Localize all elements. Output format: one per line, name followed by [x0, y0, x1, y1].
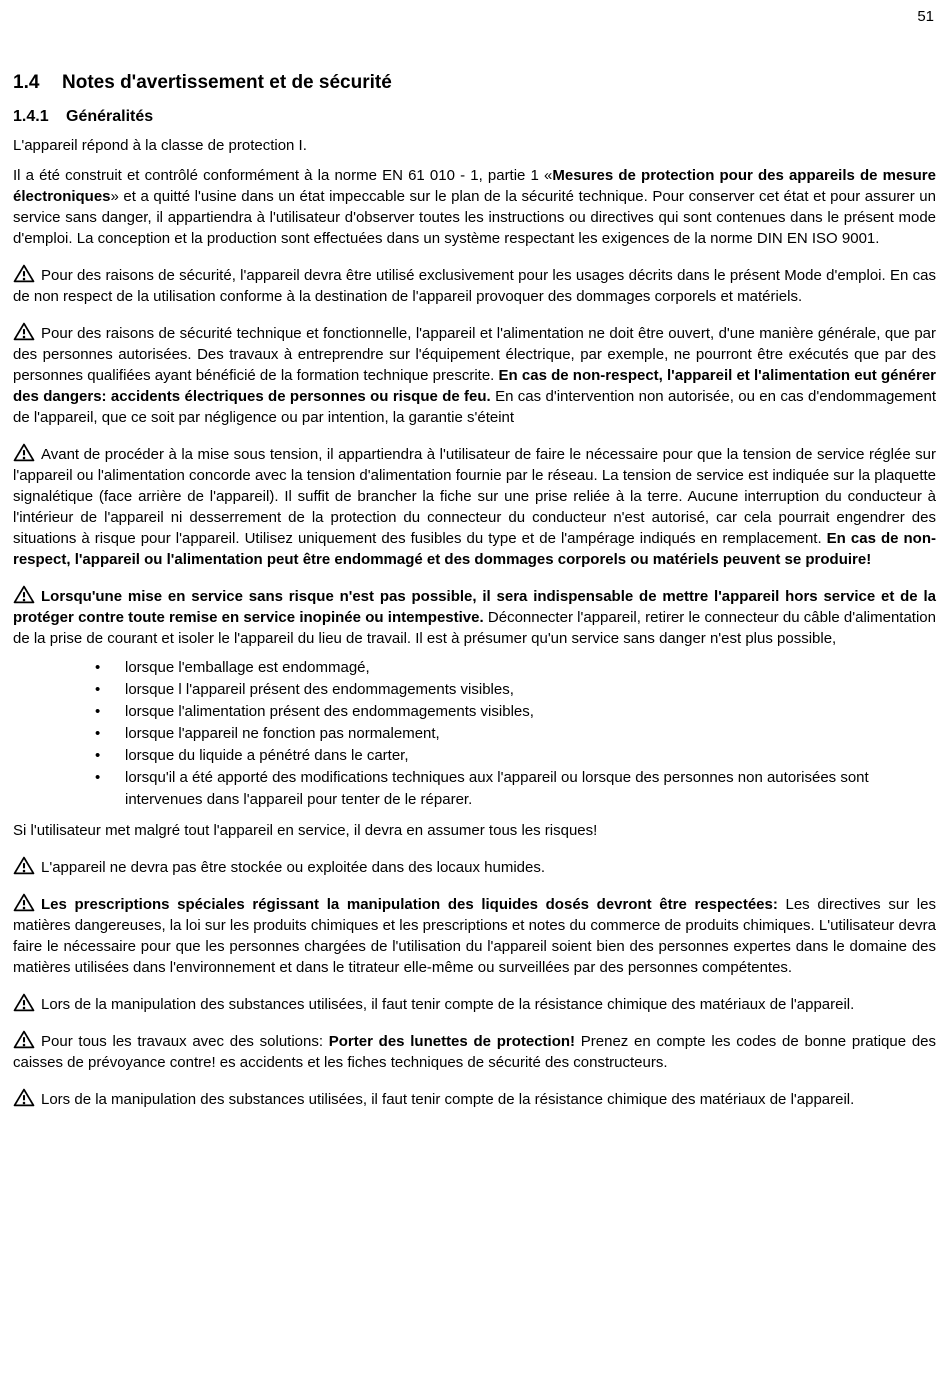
text-segment-bold: En cas de non-respect, l'appareil ou l'alimentation peut être endommagé et des dommages corporels ou matériels peuvent se produire! — [13, 530, 937, 568]
list-item: • lorsque l'appareil ne fonction pas normalement, — [13, 723, 936, 745]
warning-icon — [13, 993, 35, 1012]
warning-icon — [13, 264, 35, 283]
warning-paragraph-chemical-resistance-2 — [13, 1088, 936, 1110]
page-number: 51 — [917, 8, 934, 25]
text-segment-bold: Les prescriptions spéciales régissant la manipulation des liquides dosés devront être respectées: — [41, 896, 778, 913]
text-segment-bold: Porter des lunettes de protection! — [328, 1033, 576, 1050]
paragraph-protection-class: L'appareil répond à la classe de protection I. — [13, 137, 307, 154]
text-segment-bold: Mesures de protection pour des appareils de mesure électroniques — [13, 167, 936, 205]
warning-paragraph-humidity — [13, 856, 936, 878]
text-segment: Pour tous les travaux avec des solutions: — [41, 1033, 329, 1050]
list-item: • lorsque du liquide a pénétré dans le carter, — [13, 745, 936, 767]
text-segment: Pour des raisons de sécurité, l'appareil devra être utilisé exclusivement pour les usages décrits dans le présent Mode d'emploi. En cas de non respect de la utilisation conforme à la destination de l'appareil provoquer des dommages corporels et matériels. — [13, 267, 936, 305]
text-segment-bold: Lorsqu'une mise en service sans risque n'est pas possible, il sera indispensable de mettre l'appareil hors service et de la protéger contre toute remise en service inopinée ou intempestive. — [13, 588, 936, 626]
list-item: • lorsque l l'appareil présent des endommagements visibles, — [13, 679, 936, 701]
list-item: • lorsqu'il a été apporté des modifications techniques aux l'appareil ou lorsque des personnes non autorisées sont intervenues dans l'appareil pour tenter de le réparer. — [13, 767, 936, 811]
section-title: Notes d'avertissement et de sécurité — [62, 72, 392, 93]
text-segment: Il a été construit et contrôlé conformément à la norme EN 61 010 - 1, partie 1 « — [13, 167, 553, 184]
warning-icon — [13, 1088, 35, 1107]
text-segment: » et a quitté l'usine dans un état impeccable sur le plan de la sécurité technique. Pour conserver cet état et pour assurer un service sans danger, il appartiendra à l'utilisateur d'observer toutes les instructions ou directives qui sont contenues dans le présent mode d'emploi. La conception et la production sont effectuées dans un système respectant les exigences de la norme DIN EN ISO 9001. — [13, 188, 936, 247]
text-segment: Pour des raisons de sécurité technique et fonctionnelle, l'appareil et l'alimentation ne doit être ouvert, d'une manière générale, que par des personnes autorisées. Des travaux à entreprendre sur l'équipement électrique, par exemple, ne pourront être exécutés que par des personnes qualifiées ayant bénéficié de la formation technique prescrite. — [13, 325, 936, 384]
paragraph-user-risk: Si l'utilisateur met malgré tout l'appareil en service, il devra en assumer tous les risques! — [13, 822, 598, 839]
text-segment: En cas d'intervention non autorisée, ou en cas d'endommagement de l'appareil, que ce soit par négligence ou par intention, la garantie s'éteint — [13, 388, 936, 426]
warning-paragraph-shutdown — [13, 585, 936, 649]
text-segment: Lors de la manipulation des substances utilisées, il faut tenir compte de la résistance chimique des matériaux de l'appareil. — [41, 996, 855, 1013]
subsection-title: Généralités — [66, 108, 154, 125]
section-number: 1.4 — [13, 72, 40, 93]
list-item: • lorsque l'alimentation présent des endommagements visibles, — [13, 701, 936, 723]
warning-paragraph-goggles — [13, 1030, 936, 1073]
damage-conditions-list — [13, 657, 936, 811]
warning-paragraph-chemical-resistance — [13, 993, 936, 1015]
warning-paragraph-voltage — [13, 443, 936, 570]
text-segment: Avant de procéder à la mise sous tension, il appartiendra à l'utilisateur de faire le nécessaire pour que la tension de service réglée sur l'appareil ou l'alimentation concorde avec la tension d'alimentation fournie par le réseau. La tension de service est indiquée sur la plaquette signalétique (face arrière de l'appareil). Il suffit de brancher la fiche sur une prise reliée à la terre. Aucune interruption du conducteur à l'intérieur de l'appareil ni desserrement de la protection du connecteur du conducteur n'est autorisé, car cela pourrait engendrer des situations à risque pour l'appareil. Utilisez uniquement des fusibles du type et de l'ampérage indiqués en remplacement. — [13, 446, 936, 547]
text-segment: L'appareil ne devra pas être stockée ou exploitée dans des locaux humides. — [41, 859, 546, 876]
paragraph-construction-norm — [13, 165, 936, 249]
warning-paragraph-chemicals — [13, 893, 936, 978]
section-heading — [13, 72, 936, 94]
warning-icon — [13, 585, 35, 604]
warning-icon — [13, 1030, 35, 1049]
warning-icon — [13, 322, 35, 341]
text-segment: Lors de la manipulation des substances utilisées, il faut tenir compte de la résistance chimique des matériaux de l'appareil. — [41, 1091, 855, 1108]
text-segment-bold: En cas de non-respect, l'appareil et l'alimentation eut générer des dangers: accidents électriques de personnes ou risque de feu. — [13, 367, 936, 405]
subsection-heading — [13, 108, 936, 126]
text-segment: Déconnecter l'appareil, retirer le connecteur du câble d'alimentation de la prise de courant et isoler le l'appareil du lieu de travail. Il est à présumer qu'un service sans danger n'est plus possible, — [13, 609, 936, 647]
warning-paragraph-usage — [13, 264, 936, 307]
warning-icon — [13, 443, 35, 462]
warning-paragraph-authorized-persons — [13, 322, 936, 428]
text-segment: Les directives sur les matières dangereuses, la loi sur les produits chimiques et les prescriptions et notes du commerce de produits chimiques. L'utilisateur devra faire le nécessaire pour que les personnes chargées de l'utilisation du l'appareil soient bien des personnes expertes dans le domaine des matières utilisées dans l'environnement et dans le titrateur elle-même ou surveillées par des personnes compétentes. — [13, 896, 936, 976]
subsection-number: 1.4.1 — [13, 108, 49, 125]
warning-icon — [13, 856, 35, 875]
list-item: • lorsque l'emballage est endommagé, — [13, 657, 936, 679]
warning-icon — [13, 893, 35, 912]
text-segment: Prenez en compte les codes de bonne pratique des caisses de prévoyance contre! es accidents et les fiches techniques de sécurité des constructeurs. — [13, 1033, 936, 1071]
